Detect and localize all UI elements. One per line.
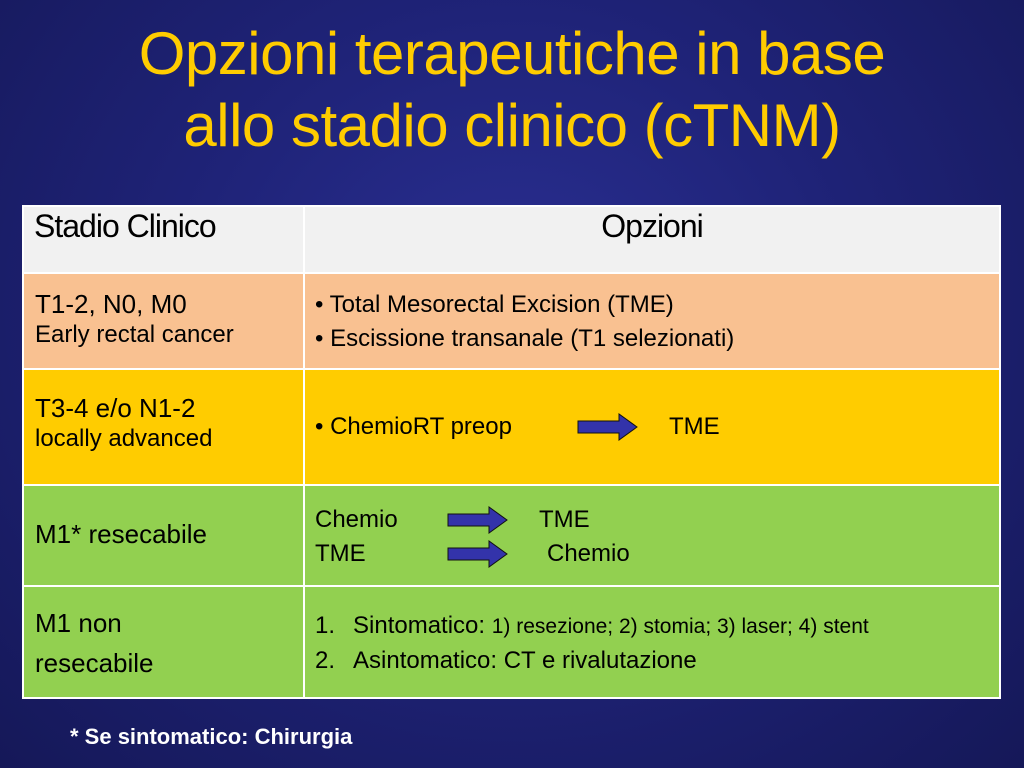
options-cell xyxy=(304,485,1000,586)
list-item xyxy=(315,609,999,644)
table-row xyxy=(23,273,1000,369)
title-line-1: Opzioni terapeutiche in base xyxy=(138,20,886,87)
flow-line xyxy=(315,503,999,537)
table-row xyxy=(23,586,1000,698)
flow-line xyxy=(315,410,999,444)
list-item xyxy=(315,644,999,678)
list-number: 2. xyxy=(315,647,336,674)
stage-cell xyxy=(23,485,304,586)
flow-from: • ChemioRT preop xyxy=(315,413,512,440)
flow-from: Chemio xyxy=(315,506,398,533)
list-rest: 1) resezione; 2) stomia; 3) laser; 4) stent xyxy=(491,615,869,638)
flow-to: TME xyxy=(669,413,720,440)
header-stage: Stadio Clinico xyxy=(23,206,304,273)
stage-main: M1 xyxy=(35,608,72,638)
flow-to: TME xyxy=(539,506,590,533)
list-number: 1. xyxy=(315,612,336,639)
stage-label xyxy=(35,518,303,550)
flow-from: TME xyxy=(315,540,366,567)
stage-main: T3-4 e/o N1-2 xyxy=(35,393,196,423)
table-row xyxy=(23,369,1000,485)
stage-cell xyxy=(23,586,304,698)
stage-main: T1-2, N0, M0 xyxy=(35,289,187,319)
stage-label xyxy=(35,603,303,643)
table-header-row xyxy=(23,206,1000,273)
right-arrow-icon xyxy=(577,413,639,441)
stage-sub: Early rectal cancer xyxy=(35,321,234,348)
footnote: * Se sintomatico: Chirurgia xyxy=(70,724,353,749)
stage-rest: non xyxy=(78,608,122,638)
table-row xyxy=(23,485,1000,586)
flow-line xyxy=(315,537,999,571)
list-lead: Sintomatico: xyxy=(353,612,486,639)
header-options: Opzioni xyxy=(304,206,1000,273)
stage-cell xyxy=(23,273,304,369)
title-line-2: allo stadio clinico (cTNM) xyxy=(183,92,841,159)
stage-line2: resecabile xyxy=(35,648,154,678)
options-cell xyxy=(304,273,1000,369)
list-lead: Asintomatico: CT e rivalutazione xyxy=(353,647,697,674)
option-item: • Escissione transanale (T1 selezionati) xyxy=(315,325,735,352)
flow-to: Chemio xyxy=(547,540,630,567)
right-arrow-icon xyxy=(447,506,509,534)
stage-rest: resecabile xyxy=(88,519,207,549)
options-cell xyxy=(304,369,1000,485)
stage-cell xyxy=(23,369,304,485)
stage-sub: locally advanced xyxy=(35,425,213,452)
therapy-options-table xyxy=(22,205,1001,699)
option-item: • Total Mesorectal Excision (TME) xyxy=(315,291,674,318)
slide-title xyxy=(0,18,1024,162)
stage-main: M1* xyxy=(35,519,82,549)
right-arrow-icon xyxy=(447,540,509,568)
options-cell xyxy=(304,586,1000,698)
